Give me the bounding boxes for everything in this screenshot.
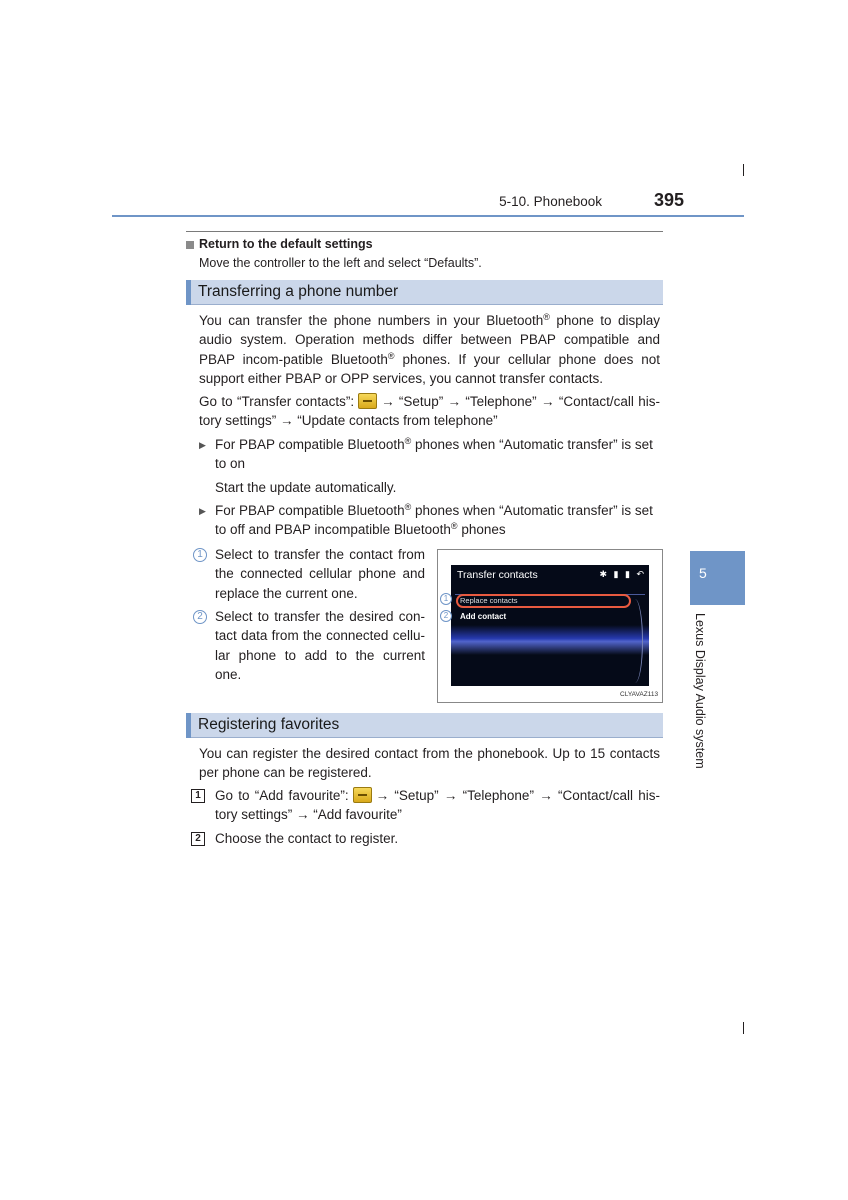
bullet-arrow-icon: ▶ xyxy=(199,506,206,516)
defaults-heading: Return to the default settings xyxy=(199,237,373,251)
bullet-arrow-icon: ▶ xyxy=(199,440,206,450)
menu-button-icon xyxy=(358,393,377,409)
callout-replace-text: Select to transfer the contact from the connected cellular phone and replace the current one. xyxy=(215,547,425,601)
transfer-heading: Transferring a phone number xyxy=(198,283,399,300)
chapter-number: 5 xyxy=(699,565,707,581)
display-screen xyxy=(451,565,649,686)
chapter-label: Lexus Display Audio system xyxy=(693,613,707,769)
favorites-heading: Registering favorites xyxy=(198,716,340,733)
screen-callout-number: 2 xyxy=(440,610,452,622)
callout-add-text: Select to transfer the desired con-tact data from the connected cellu-lar phone to add to the current one. xyxy=(215,609,425,683)
favorites-heading-band xyxy=(186,713,663,738)
screen-title: Transfer contacts xyxy=(457,569,538,581)
page-number: 395 xyxy=(653,190,684,210)
step-number: 1 xyxy=(191,789,205,803)
scroll-arc xyxy=(627,599,643,683)
defaults-text: Move the controller to the left and select “Defaults”. xyxy=(199,256,482,270)
section-title: 5-10. Phonebook xyxy=(499,194,602,209)
figure-code: CLYAVAZ113 xyxy=(620,691,659,698)
status-icons: ✱ ▮ ▮ ↶ xyxy=(599,569,646,579)
callout-number: 1 xyxy=(193,548,207,562)
crop-mark-bottom xyxy=(743,1022,744,1034)
favorites-step-1: Go to “Add favourite”: → “Setup” → “Telephone” → “Contact/call his-tory settings” → “Add favourite” xyxy=(215,788,660,823)
transfer-path: Go to “Transfer contacts”: → “Setup” → “Telephone” → “Contact/call his-tory settings” → “Update contacts from telephone” xyxy=(199,394,660,429)
screen-glow xyxy=(451,625,649,655)
square-bullet-icon xyxy=(186,241,194,249)
favorites-step-2: Choose the contact to register. xyxy=(215,831,399,846)
bullet-pbap-on: For PBAP compatible Bluetooth® phones when “Automatic transfer” is set to on xyxy=(215,436,653,472)
callout-number: 2 xyxy=(193,610,207,624)
step-number: 2 xyxy=(191,832,205,846)
replace-contacts-label: Replace contacts xyxy=(460,596,518,605)
band-accent xyxy=(186,713,191,738)
transfer-intro: You can transfer the phone numbers in your Bluetooth® phone to display audio system. Operation methods differ between PBAP compatible and PBAP incom-patible Bluetooth® phones. If your cellular phone does not support either PBAP or OPP services, you cannot transfer contacts. xyxy=(199,312,661,387)
section-divider xyxy=(186,231,663,232)
favorites-intro: You can register the desired contact from the phonebook. Up to 15 contacts per phone can be registered. xyxy=(199,746,660,781)
add-contact-button[interactable]: Add contact xyxy=(460,612,507,621)
menu-button-icon xyxy=(353,787,372,803)
bullet-pbap-on-note: Start the update automatically. xyxy=(215,480,397,495)
header-rule xyxy=(112,215,744,217)
screen-callout-number: 1 xyxy=(440,593,452,605)
bullet-pbap-off: For PBAP compatible Bluetooth® phones when “Automatic transfer” is set to off and PBAP incompatible Bluetooth® phones xyxy=(215,502,653,538)
crop-mark-top xyxy=(743,164,744,176)
band-accent xyxy=(186,280,191,305)
transfer-heading-band xyxy=(186,280,663,305)
